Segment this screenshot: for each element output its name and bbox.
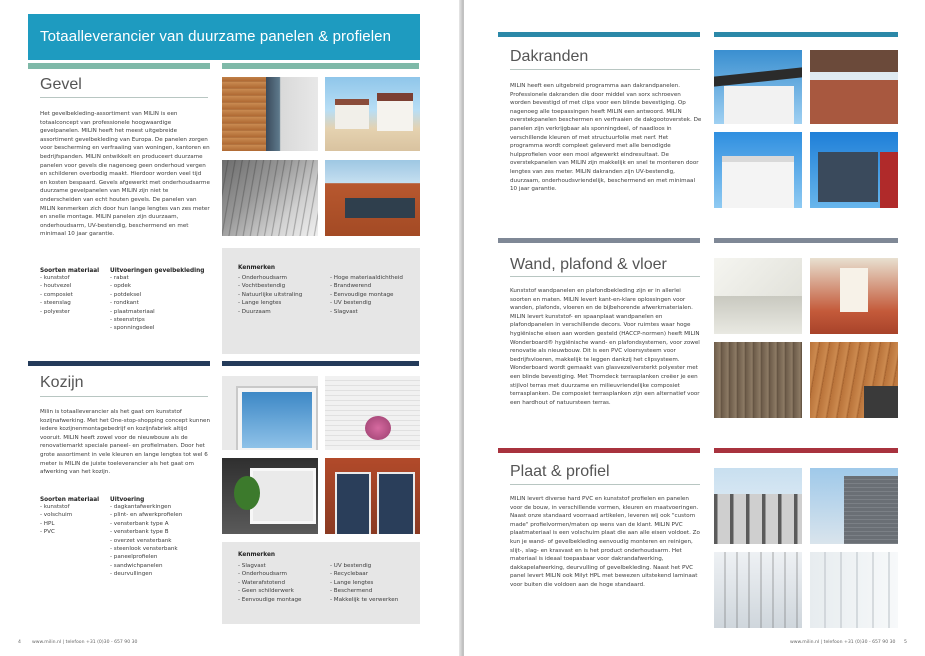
list-item: - Onderhoudsarm bbox=[238, 571, 287, 578]
kozijn-features-box bbox=[222, 542, 420, 624]
gevel-materials bbox=[40, 268, 110, 316]
list-item: - vensterbank type A bbox=[110, 520, 169, 527]
list-item: - Duurzaam bbox=[238, 308, 271, 315]
list-item: - dagkantafwerkingen bbox=[110, 504, 172, 510]
kozijn-materials bbox=[40, 497, 110, 537]
right-page bbox=[464, 0, 925, 656]
list-item: - steenstrips bbox=[110, 317, 145, 324]
list-item: - potdeksel bbox=[110, 291, 142, 298]
dakranden-top-rule bbox=[498, 32, 700, 37]
list-item: - Onderhoudsarm bbox=[238, 275, 287, 281]
kozijn-top-rule-right bbox=[222, 361, 419, 366]
gevel-top-rule bbox=[28, 63, 210, 69]
gevel-materials-title: Soorten materiaal bbox=[40, 268, 100, 274]
list-item: - composiet bbox=[40, 291, 73, 298]
plaat-top-rule bbox=[498, 448, 700, 453]
list-item: - vensterbank type B bbox=[110, 529, 169, 536]
list-item: - Slagvast bbox=[238, 563, 266, 569]
plaat-top-rule-right bbox=[714, 448, 898, 453]
photo-window-frame bbox=[222, 376, 318, 450]
kozijn-top-rule bbox=[28, 361, 210, 366]
list-item: - sandwichpanelen bbox=[110, 562, 163, 569]
list-item: - Brandwerend bbox=[330, 283, 372, 290]
list-item: - Makkelijk te verwerken bbox=[330, 596, 399, 603]
list-item: - Hoge materiaaldichtheid bbox=[330, 275, 403, 281]
list-item: - Lange lengtes bbox=[330, 579, 374, 586]
wand-top-rule bbox=[498, 238, 700, 243]
wand-title: Wand, plafond & vloer bbox=[510, 256, 667, 273]
list-item: - plaatmateriaal bbox=[110, 308, 155, 315]
dakranden-text: MILIN heeft een uitgebreid programma aan dakrandpanelen. Professionele dakranden die door middel van sorx schroeven worden bevestigd of met clips voor een blinde bevestiging. Op nagenoeg alle toepassingen heeft MILIN een antwoord. MILIN overstekpanelen beschermen en verfraaien de dakgootoverstek. De panelen zijn verkrijgbaar als sponningdeel, of naadloos in verschillende kleuren of met structuurfolie met nerf. Het programma wordt compleet geleverd met alle benodigde hulpprofielen voor een mooi afgewerkt eindresultaat. De overstekpanelen van MILIN zijn makkelijk en snel te monteren door lengtes van zes meter. MILIN dakranden zijn UV-bestendig, duurzaam, onderhoudsvriendelijk, beschermend en met minimaal 10 jaar garantie. bbox=[510, 83, 702, 193]
list-item: - steenlook vensterbank bbox=[110, 546, 178, 553]
photo-holiday-homes bbox=[325, 77, 420, 151]
kozijn-features-col2 bbox=[330, 562, 398, 604]
wand-top-rule-right bbox=[714, 238, 898, 243]
photo-white-panels bbox=[810, 552, 898, 628]
plaat-title-underline bbox=[510, 484, 700, 485]
list-item: - opdek bbox=[110, 283, 132, 290]
photo-wood-wall bbox=[714, 342, 802, 418]
list-item: - rabat bbox=[110, 275, 129, 281]
gevel-variants-title: Uitvoeringen gevelbekleding bbox=[110, 268, 205, 274]
gevel-title-underline bbox=[40, 97, 208, 98]
list-item: - Slagvast bbox=[330, 308, 358, 315]
plaat-title: Plaat & profiel bbox=[510, 463, 610, 480]
list-item: - overzet vensterbank bbox=[110, 537, 172, 544]
photo-gray-facade bbox=[222, 160, 318, 236]
list-item: - steenslag bbox=[40, 300, 71, 307]
gevel-text: Het gevelbekleding-assortiment van MILIN is een totaalconcept van professionele hoogwaardige gevelpanelen. MILIN heeft het meest uitgebreide assortiment gevelbekleding van Europa. De panelen zorgen voor bescherming en verfraaiing van woningen, kantoren en bedrijfspanden. MILIN ontwikkelt en produceert duurzame panelen voor gevels die nagenoeg geen onderhoud vergen en schilderen overbodig maakt. Hierdoor worden veel tijd en kosten bespaard. Gevels afgewerkt met onderhoudsarme duurzame gevelpanelen van MILIN zijn niet te onderscheiden van echt houten gevels. De panelen van MILIN kenmerken zich door hun lange lengtes van zes meter en snelle montage. MILIN panelen zijn duurzaam, onderhoudsarm, UV-bestendig, beschermend en met minimaal 10 jaar garantie. bbox=[40, 111, 210, 238]
kozijn-title-underline bbox=[40, 396, 208, 397]
list-item: - rondkant bbox=[110, 300, 139, 307]
list-item: - kunststof bbox=[40, 504, 70, 510]
photo-balcony bbox=[714, 552, 802, 628]
dakranden-top-rule-right bbox=[714, 32, 898, 37]
page-header: Totaalleverancier van duurzame panelen & profielen bbox=[28, 14, 420, 60]
list-item: - kunststof bbox=[40, 275, 70, 281]
list-item: - Vochtbestendig bbox=[238, 283, 286, 290]
gevel-features-title: Kenmerken bbox=[238, 265, 276, 271]
plaat-text: MILIN levert diverse hard PVC en kunststof profielen en panelen voor de bouw, in verschillende vormen, kleuren en maatvoeringen. Naast onze standaard voorraad artikelen, leveren wij ook "custom made" profielvormen/maten op wens van de klant. MILIN PVC plaatmateriaal is een volschuim plaat die aan alle eisen voldoet. Zo kun je wand- of gevelbekleding eenvoudig monteren en reinigen, slijt-, slag- en krasvast en is het product onderhoudsarm. Het materiaal is ideaal toepasbaar voor dakrandafwerking, dakkapelafwerking, deurvulling of gevelbekleding. Naast het PVC panel levert MILIN ook Milyt HPL met bewezen uitstekend laminaat voor buiten die voldoen aan de hoge standaard. bbox=[510, 496, 700, 588]
photo-corridor bbox=[810, 258, 898, 334]
dakranden-title: Dakranden bbox=[510, 48, 589, 65]
gevel-variants bbox=[110, 268, 210, 333]
page-number-right: 5 bbox=[904, 640, 907, 645]
list-item: - Waterafstotend bbox=[238, 579, 285, 586]
list-item: - Lange lengtes bbox=[238, 300, 282, 307]
list-item: - UV bestendig bbox=[330, 563, 372, 569]
list-item: - HPL bbox=[40, 520, 55, 527]
photo-ceiling bbox=[714, 258, 802, 334]
kozijn-materials-title: Soorten materiaal bbox=[40, 497, 100, 503]
list-item: - deurvullingen bbox=[110, 571, 153, 578]
photo-window-plant bbox=[222, 458, 318, 534]
list-item: - sponningsdeel bbox=[110, 325, 155, 332]
photo-red-facade-building bbox=[325, 160, 420, 236]
list-item: - polyester bbox=[40, 308, 70, 315]
kozijn-features-title: Kenmerken bbox=[238, 552, 276, 558]
list-item: - Eenvoudige montage bbox=[238, 596, 302, 603]
footer-contact-right: www.milin.nl | telefoon +31 (0)30 - 657 90 30 bbox=[790, 640, 896, 645]
kozijn-features-col1 bbox=[238, 562, 302, 604]
gevel-title: Gevel bbox=[40, 76, 82, 93]
list-item: - volschuim bbox=[40, 512, 73, 519]
list-item: - plint- en afwerkprofielen bbox=[110, 512, 183, 519]
list-item: - houtvezel bbox=[40, 283, 72, 290]
photo-dormer-dark bbox=[810, 132, 898, 208]
list-item: - Eenvoudige montage bbox=[330, 291, 394, 298]
photo-roof-edge-blue bbox=[714, 50, 802, 124]
list-item: - Recyclebaar bbox=[330, 571, 369, 578]
photo-dormer-white bbox=[714, 132, 802, 208]
photo-terrace-deck bbox=[810, 342, 898, 418]
gevel-features-col1 bbox=[238, 274, 302, 316]
photo-industrial-facade bbox=[810, 468, 898, 544]
kozijn-variants bbox=[110, 497, 210, 579]
list-item: - Beschermend bbox=[330, 588, 373, 595]
photo-window-blinds bbox=[325, 376, 420, 450]
photo-doors-facade bbox=[325, 458, 420, 534]
photo-row-houses bbox=[714, 468, 802, 544]
gevel-features-col2 bbox=[330, 274, 403, 316]
footer-contact-left: www.milin.nl | telefoon +31 (0)30 - 657 90 30 bbox=[32, 640, 138, 645]
photo-roof-edge-brick bbox=[810, 50, 898, 124]
gevel-features-box bbox=[222, 248, 420, 354]
list-item: - PVC bbox=[40, 529, 55, 536]
left-page bbox=[0, 0, 461, 656]
gevel-top-rule-right bbox=[222, 63, 419, 69]
list-item: - UV bestendig bbox=[330, 300, 372, 307]
photo-wood-facade-door bbox=[222, 77, 318, 151]
list-item: - Natuurlijke uitstraling bbox=[238, 291, 303, 298]
wand-title-underline bbox=[510, 276, 700, 277]
wand-text: Kunststof wandpanelen en plafondbekleding zijn er in allerlei soorten en maten. MILIN levert kant-en-klare oplossingen voor wanden, plafonds, vloeren en de bijbehorende afwerkmaterialen. MILIN levert kunststof- en spaanplaat wandpanelen en plafondpanelen in verschillende decors. Voor ruimtes waar hoge hygiënische eisen aan worden gesteld (HACCP-normen) heeft MILIN Wonderboard® hygiënische wand- en plafondsystemen, voor zowel renovatie als nieuwbouw. Dit is een PVC vloersysteem voor bedrijfsvloeren, makkelijk te leggen dankzij het clipsysteem. Wonderboard wordt gemaakt van glasvezelversterkt polyester met een blinde bevestiging. Met Thomdeck terrasplanken creëer je een stijlvol terras met duurzame en milieuvriendelijke composiet terrasplanken. De composiet terrasplanken zijn een alternatief voor een hardhout of natuursteen terras. bbox=[510, 288, 700, 406]
dakranden-title-underline bbox=[510, 69, 700, 70]
kozijn-text: Milin is totaalleverancier als het gaat om kunststof kozijnafwerking. Met het One-stop-shopping concept kunnen iedere kozijnenmontagebedrijf en kozijnfabriek altijd vooruit. MILIN heeft zowel voor de nieuwbouw als de renovatiemarkt speciale paneel- en profielmaten. Door het grote assortiment in vele kleuren en lange lengtes tot wel 6 meter is MILIN de juiste toeleverancier als het gaat om afwerking van het kozijn. bbox=[40, 409, 210, 476]
list-item: - Geen schilderwerk bbox=[238, 588, 294, 595]
kozijn-title: Kozijn bbox=[40, 374, 84, 391]
list-item: - paneelprofielen bbox=[110, 554, 158, 561]
kozijn-variants-title: Uitvoering bbox=[110, 497, 145, 503]
page-number-left: 4 bbox=[18, 640, 21, 645]
